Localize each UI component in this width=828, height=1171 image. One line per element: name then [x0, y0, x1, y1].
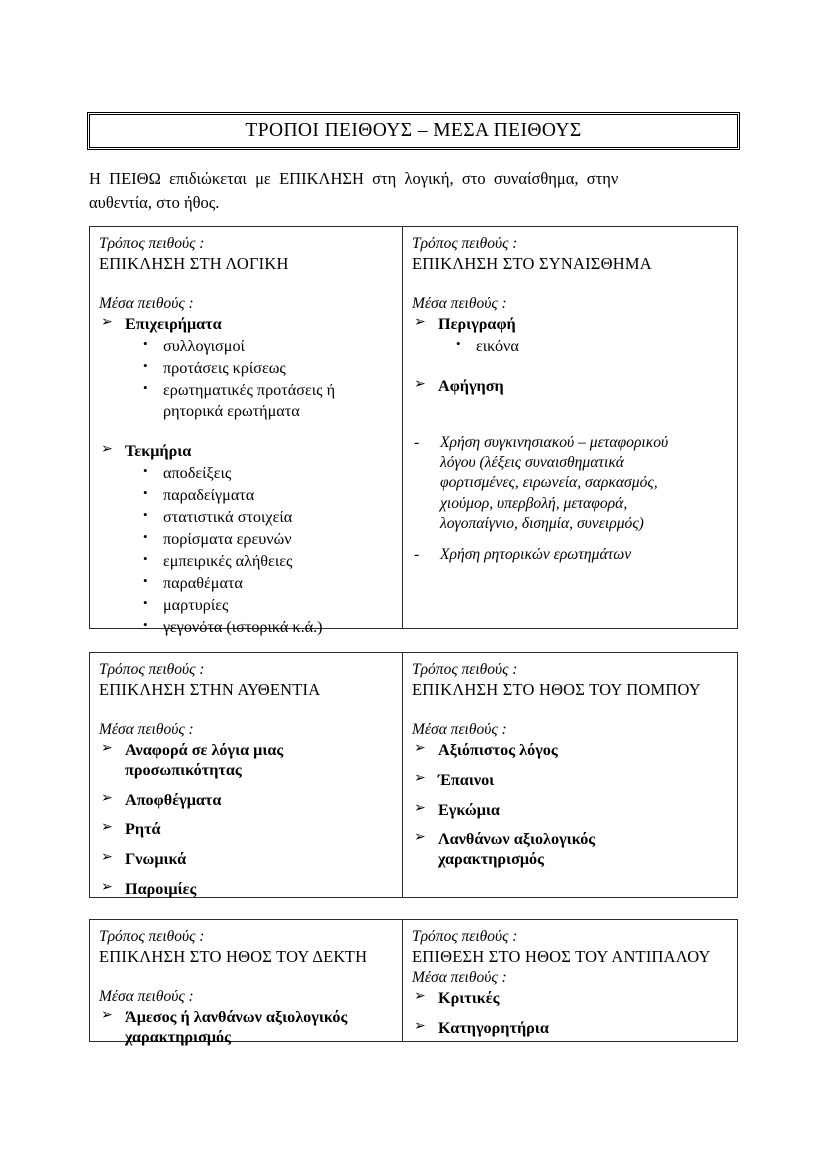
- list-item: [412, 1019, 729, 1039]
- list-item: [125, 507, 394, 528]
- label-mesa-peithous: Μέσα πειθούς :: [412, 720, 507, 738]
- list-item-group: [412, 315, 729, 357]
- cell-heading: ΕΠΙΚΛΗΣΗ ΣΤΗ ΛΟΓΙΚΗ: [99, 254, 289, 274]
- persuasion-table-2: [89, 652, 738, 898]
- list-item: [412, 545, 729, 565]
- list-item-line: Αξιόπιστος λόγος: [438, 741, 558, 760]
- label-mesa-peithous: Μέσα πειθούς :: [99, 294, 194, 312]
- list-item-group: [99, 315, 394, 422]
- list-item-group: [99, 442, 394, 638]
- persuasion-table-1: [89, 226, 738, 637]
- list-item-line: παραθέματα: [163, 574, 243, 593]
- arrow-bullet-icon: ➢: [101, 820, 113, 836]
- bullet-icon: •: [143, 617, 148, 633]
- list-item-line: Γνωμικά: [125, 850, 187, 869]
- label-tropos-peithous: Τρόπος πειθούς :: [412, 928, 518, 945]
- page-title: ΤΡΟΠΟΙ ΠΕΙΘΟΥΣ – ΜΕΣΑ ΠΕΙΘΟΥΣ: [245, 120, 582, 141]
- arrow-bullet-icon: ➢: [414, 770, 426, 786]
- sub-list: [125, 463, 394, 639]
- emotional-language-list: [412, 433, 729, 566]
- bullet-icon: •: [143, 507, 148, 523]
- label-tropos-peithous: Τρόπος πειθούς :: [412, 235, 518, 252]
- list-item: [412, 771, 729, 791]
- cell-heading: ΕΠΙΚΛΗΣΗ ΣΤΟ ΗΘΟΣ ΤΟΥ ΠΟΜΠΟΥ: [412, 680, 701, 700]
- group-title: Περιγραφή: [438, 315, 516, 334]
- bullet-icon: •: [143, 595, 148, 611]
- arrow-bullet-icon: ➢: [101, 850, 113, 866]
- list-item-line: εικόνα: [476, 336, 519, 355]
- sub-list: [125, 336, 394, 422]
- group-title: Επιχειρήματα: [125, 315, 222, 334]
- label-mesa-peithous: Μέσα πειθούς :: [412, 294, 507, 312]
- list-item-line: προτάσεις κρίσεως: [163, 359, 286, 378]
- list-item: [99, 1008, 394, 1048]
- list-item: [412, 741, 729, 761]
- label-tropos-peithous: Τρόπος πειθούς :: [412, 661, 518, 678]
- arrow-bullet-icon: ➢: [101, 790, 113, 806]
- arrow-bullet-icon: ➢: [101, 1008, 113, 1024]
- list-item-line: λόγου (λέξεις συναισθηματικά: [440, 454, 624, 472]
- list-item-line: Αναφορά σε λόγια μιας: [125, 741, 284, 760]
- group-title: Τεκμήρια: [125, 442, 192, 461]
- dash-bullet-icon: -: [414, 433, 420, 451]
- arrow-bullet-icon: ➢: [414, 989, 426, 1005]
- list-item: [412, 989, 729, 1009]
- list-item-line: μαρτυρίες: [163, 596, 229, 615]
- list-item: [412, 433, 729, 534]
- cell-heading: ΕΠΙΚΛΗΣΗ ΣΤΗΝ ΑΥΘΕΝΤΙΑ: [99, 680, 321, 700]
- arrow-bullet-icon: ➢: [101, 880, 113, 896]
- label-mesa-peithous: Μέσα πειθούς :: [412, 968, 507, 986]
- bullet-icon: •: [143, 462, 148, 478]
- list-item-line: Κατηγορητήρια: [438, 1018, 549, 1037]
- list-item-line-cont: χαρακτηρισμός: [438, 850, 544, 869]
- cell-attack-opponent-ethos: [403, 920, 737, 1041]
- means-list: [412, 315, 729, 357]
- label-mesa-peithous: Μέσα πειθούς :: [99, 720, 194, 738]
- list-item-line: γεγονότα (ιστορικά κ.ά.): [163, 618, 323, 637]
- list-item: [412, 830, 729, 870]
- list-item-line: Λανθάνων αξιολογικός: [438, 830, 596, 849]
- persuasion-table-3: [89, 919, 738, 1046]
- list-item-line: Αποφθέγματα: [125, 790, 222, 809]
- bullet-icon: •: [143, 335, 148, 351]
- cell-appeal-to-logic: [90, 227, 403, 637]
- arrow-bullet-icon: ➢: [414, 741, 426, 757]
- list-item-line: Χρήση συγκινησιακού – μεταφορικού: [440, 433, 669, 451]
- arrow-bullet-icon: ➢: [414, 377, 426, 393]
- cell-appeal-to-authority: [90, 653, 403, 897]
- means-list: [412, 741, 729, 870]
- intro-line-1: Η ΠΕΙΘΩ επιδιώκεται με ΕΠΙΚΛΗΣΗ στη λογική, στο συναίσθημα, στην: [89, 169, 619, 188]
- list-item: [125, 463, 394, 484]
- label-tropos-peithous: Τρόπος πειθούς :: [99, 928, 205, 945]
- list-item-line-cont: χαρακτηρισμός: [125, 1027, 231, 1046]
- bullet-icon: •: [143, 358, 148, 374]
- list-item-line: πορίσματα ερευνών: [163, 530, 292, 549]
- list-item: [125, 336, 394, 357]
- list-item: [99, 850, 394, 870]
- list-item: [438, 336, 729, 357]
- list-item-line: χιούμορ, υπερβολή, μεταφορά,: [440, 494, 628, 512]
- cell-heading: ΕΠΙΚΛΗΣΗ ΣΤΟ ΗΘΟΣ ΤΟΥ ΔΕΚΤΗ: [99, 947, 368, 967]
- group-title: Αφήγηση: [438, 377, 504, 396]
- sub-list: [438, 336, 729, 357]
- list-item-line: Χρήση ρητορικών ερωτημάτων: [440, 546, 632, 564]
- list-item-line: φορτισμένες, ειρωνεία, σαρκασμός,: [440, 474, 658, 492]
- means-list: [99, 1008, 394, 1048]
- list-item: [125, 551, 394, 572]
- list-item-line: Άμεσος ή λανθάνων αξιολογικός: [125, 1008, 348, 1027]
- list-item-line: συλλογισμοί: [163, 336, 245, 355]
- arrow-bullet-icon: ➢: [101, 741, 113, 757]
- label-mesa-peithous: Μέσα πειθούς :: [99, 987, 194, 1005]
- list-item-line-cont: ρητορικά ερωτήματα: [163, 402, 300, 421]
- intro-paragraph: [89, 167, 738, 216]
- list-item: [125, 358, 394, 379]
- list-item: [125, 380, 394, 422]
- arrow-bullet-icon: ➢: [414, 1018, 426, 1034]
- bullet-icon: •: [456, 335, 461, 351]
- arrow-bullet-icon: ➢: [414, 830, 426, 846]
- arrow-bullet-icon: ➢: [101, 315, 113, 331]
- bullet-icon: •: [143, 529, 148, 545]
- cell-heading: ΕΠΙΘΕΣΗ ΣΤΟ ΗΘΟΣ ΤΟΥ ΑΝΤΙΠΑΛΟΥ: [412, 947, 711, 967]
- list-item: [125, 529, 394, 550]
- list-item-line: αποδείξεις: [163, 463, 232, 482]
- list-item-line: Ρητά: [125, 820, 161, 839]
- cell-heading: ΕΠΙΚΛΗΣΗ ΣΤΟ ΣΥΝΑΙΣΘΗΜΑ: [412, 254, 652, 274]
- means-list-2: [99, 442, 394, 638]
- arrow-bullet-icon: ➢: [414, 315, 426, 331]
- list-item-line: ερωτηματικές προτάσεις ή: [163, 381, 336, 400]
- list-item-line: Παροιμίες: [125, 880, 197, 899]
- list-item-line: Κριτικές: [438, 989, 500, 1008]
- bullet-icon: •: [143, 573, 148, 589]
- intro-line-2: αυθεντία, στο ήθος.: [89, 193, 220, 213]
- means-list: [99, 741, 394, 900]
- list-item-line: λογοπαίγνιο, δισημία, συνειρμός): [440, 514, 644, 532]
- list-item-line: εμπειρικές αλήθειες: [163, 552, 293, 571]
- document-title-box: [89, 114, 738, 148]
- dash-bullet-icon: -: [414, 546, 420, 564]
- means-list: [412, 989, 729, 1039]
- list-item: [99, 820, 394, 840]
- cell-appeal-to-receiver-ethos: [90, 920, 403, 1046]
- list-item-line: παραδείγματα: [163, 486, 255, 505]
- list-item: [99, 741, 394, 781]
- means-list-2: [412, 377, 729, 397]
- list-item-line-cont: προσωπικότητας: [125, 760, 242, 779]
- cell-appeal-to-sender-ethos: [403, 653, 737, 897]
- label-tropos-peithous: Τρόπος πειθούς :: [99, 235, 205, 252]
- list-item-line: Έπαινοι: [438, 770, 495, 789]
- list-item: [412, 801, 729, 821]
- list-item-group: [412, 377, 729, 397]
- list-item: [99, 791, 394, 811]
- list-item: [125, 595, 394, 616]
- list-item: [125, 573, 394, 594]
- bullet-icon: •: [143, 485, 148, 501]
- list-item: [99, 880, 394, 900]
- list-item: [125, 485, 394, 506]
- list-item-line: στατιστικά στοιχεία: [163, 508, 293, 527]
- bullet-icon: •: [143, 380, 148, 396]
- means-list: [99, 315, 394, 422]
- arrow-bullet-icon: ➢: [414, 800, 426, 816]
- bullet-icon: •: [143, 551, 148, 567]
- label-tropos-peithous: Τρόπος πειθούς :: [99, 661, 205, 678]
- arrow-bullet-icon: ➢: [101, 442, 113, 458]
- list-item: [125, 617, 394, 638]
- list-item-line: Εγκώμια: [438, 800, 500, 819]
- cell-appeal-to-emotion: [403, 227, 737, 628]
